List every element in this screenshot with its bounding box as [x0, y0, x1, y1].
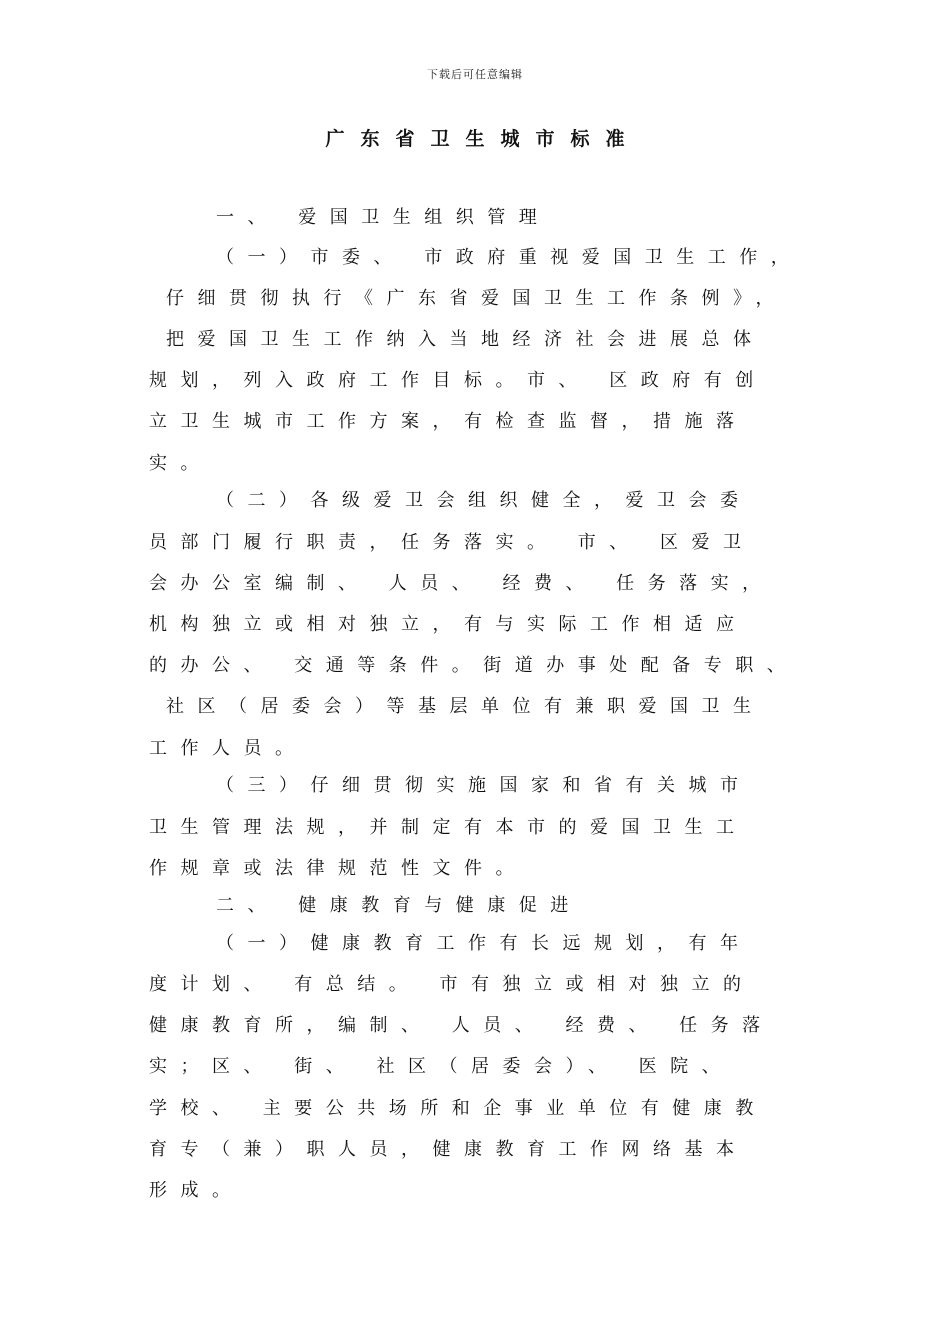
paragraph-line: 度计划、 有总结。 市有独立或相对独立的 [149, 974, 755, 995]
section-heading-1: 一、 爱国卫生组织管理 [216, 207, 551, 228]
paragraph-line: 实。 [149, 453, 212, 474]
paragraph-line: 卫生管理法规，并制定有本市的爱国卫生工 [149, 817, 748, 838]
paragraph-line: 健康教育所，编制、 人员、 经费、 任务落 [149, 1015, 774, 1036]
paragraph-line: 员部门履行职责，任务落实。 市、 区爱卫 [149, 532, 755, 553]
paragraph-line: （三）仔细贯彻实施国家和省有关城市 [216, 775, 752, 796]
paragraph-line: 工作人员。 [149, 738, 307, 759]
paragraph-line: 形成。 [149, 1180, 244, 1201]
header-note: 下载后可任意编辑 [427, 68, 523, 81]
paragraph-line: 机构独立或相对独立，有与实际工作相适应 [149, 614, 748, 635]
paragraph-line: （一）健康教育工作有长远规划，有年 [216, 933, 752, 954]
paragraph-line: 把爱国卫生工作纳入当地经济社会进展总体 [166, 329, 765, 350]
paragraph-line: 立卫生城市工作方案，有检查监督，措施落 [149, 411, 748, 432]
paragraph-line: 实；区、 街、 社区（居委会）、 医院、 [149, 1056, 734, 1077]
paragraph-line: 学校、 主要公共场所和企事业单位有健康教 [149, 1098, 767, 1119]
paragraph-line: （二）各级爱卫会组织健全，爱卫会委 [216, 490, 752, 511]
paragraph-line: 仔细贯彻执行《广东省爱国卫生工作条例》， [166, 288, 787, 309]
paragraph-line: （一）市委、 市政府重视爱国卫生工作， [216, 247, 803, 268]
paragraph-line: 规划，列入政府工作目标。市、 区政府有创 [149, 370, 767, 391]
paragraph-line: 会办公室编制、 人员、 经费、 任务落实， [149, 573, 774, 594]
paragraph-line: 作规章或法律规范性文件。 [149, 858, 527, 879]
section-heading-2: 二、 健康教育与健康促进 [216, 895, 582, 916]
document-title: 广东省卫生城市标准 [325, 128, 641, 150]
paragraph-line: 育专（兼）职人员，健康教育工作网络基本 [149, 1139, 748, 1160]
paragraph-line: 的办公、 交通等条件。街道办事处配备专职、 [149, 655, 799, 676]
paragraph-line: 社区（居委会）等基层单位有兼职爱国卫生 [166, 696, 765, 717]
